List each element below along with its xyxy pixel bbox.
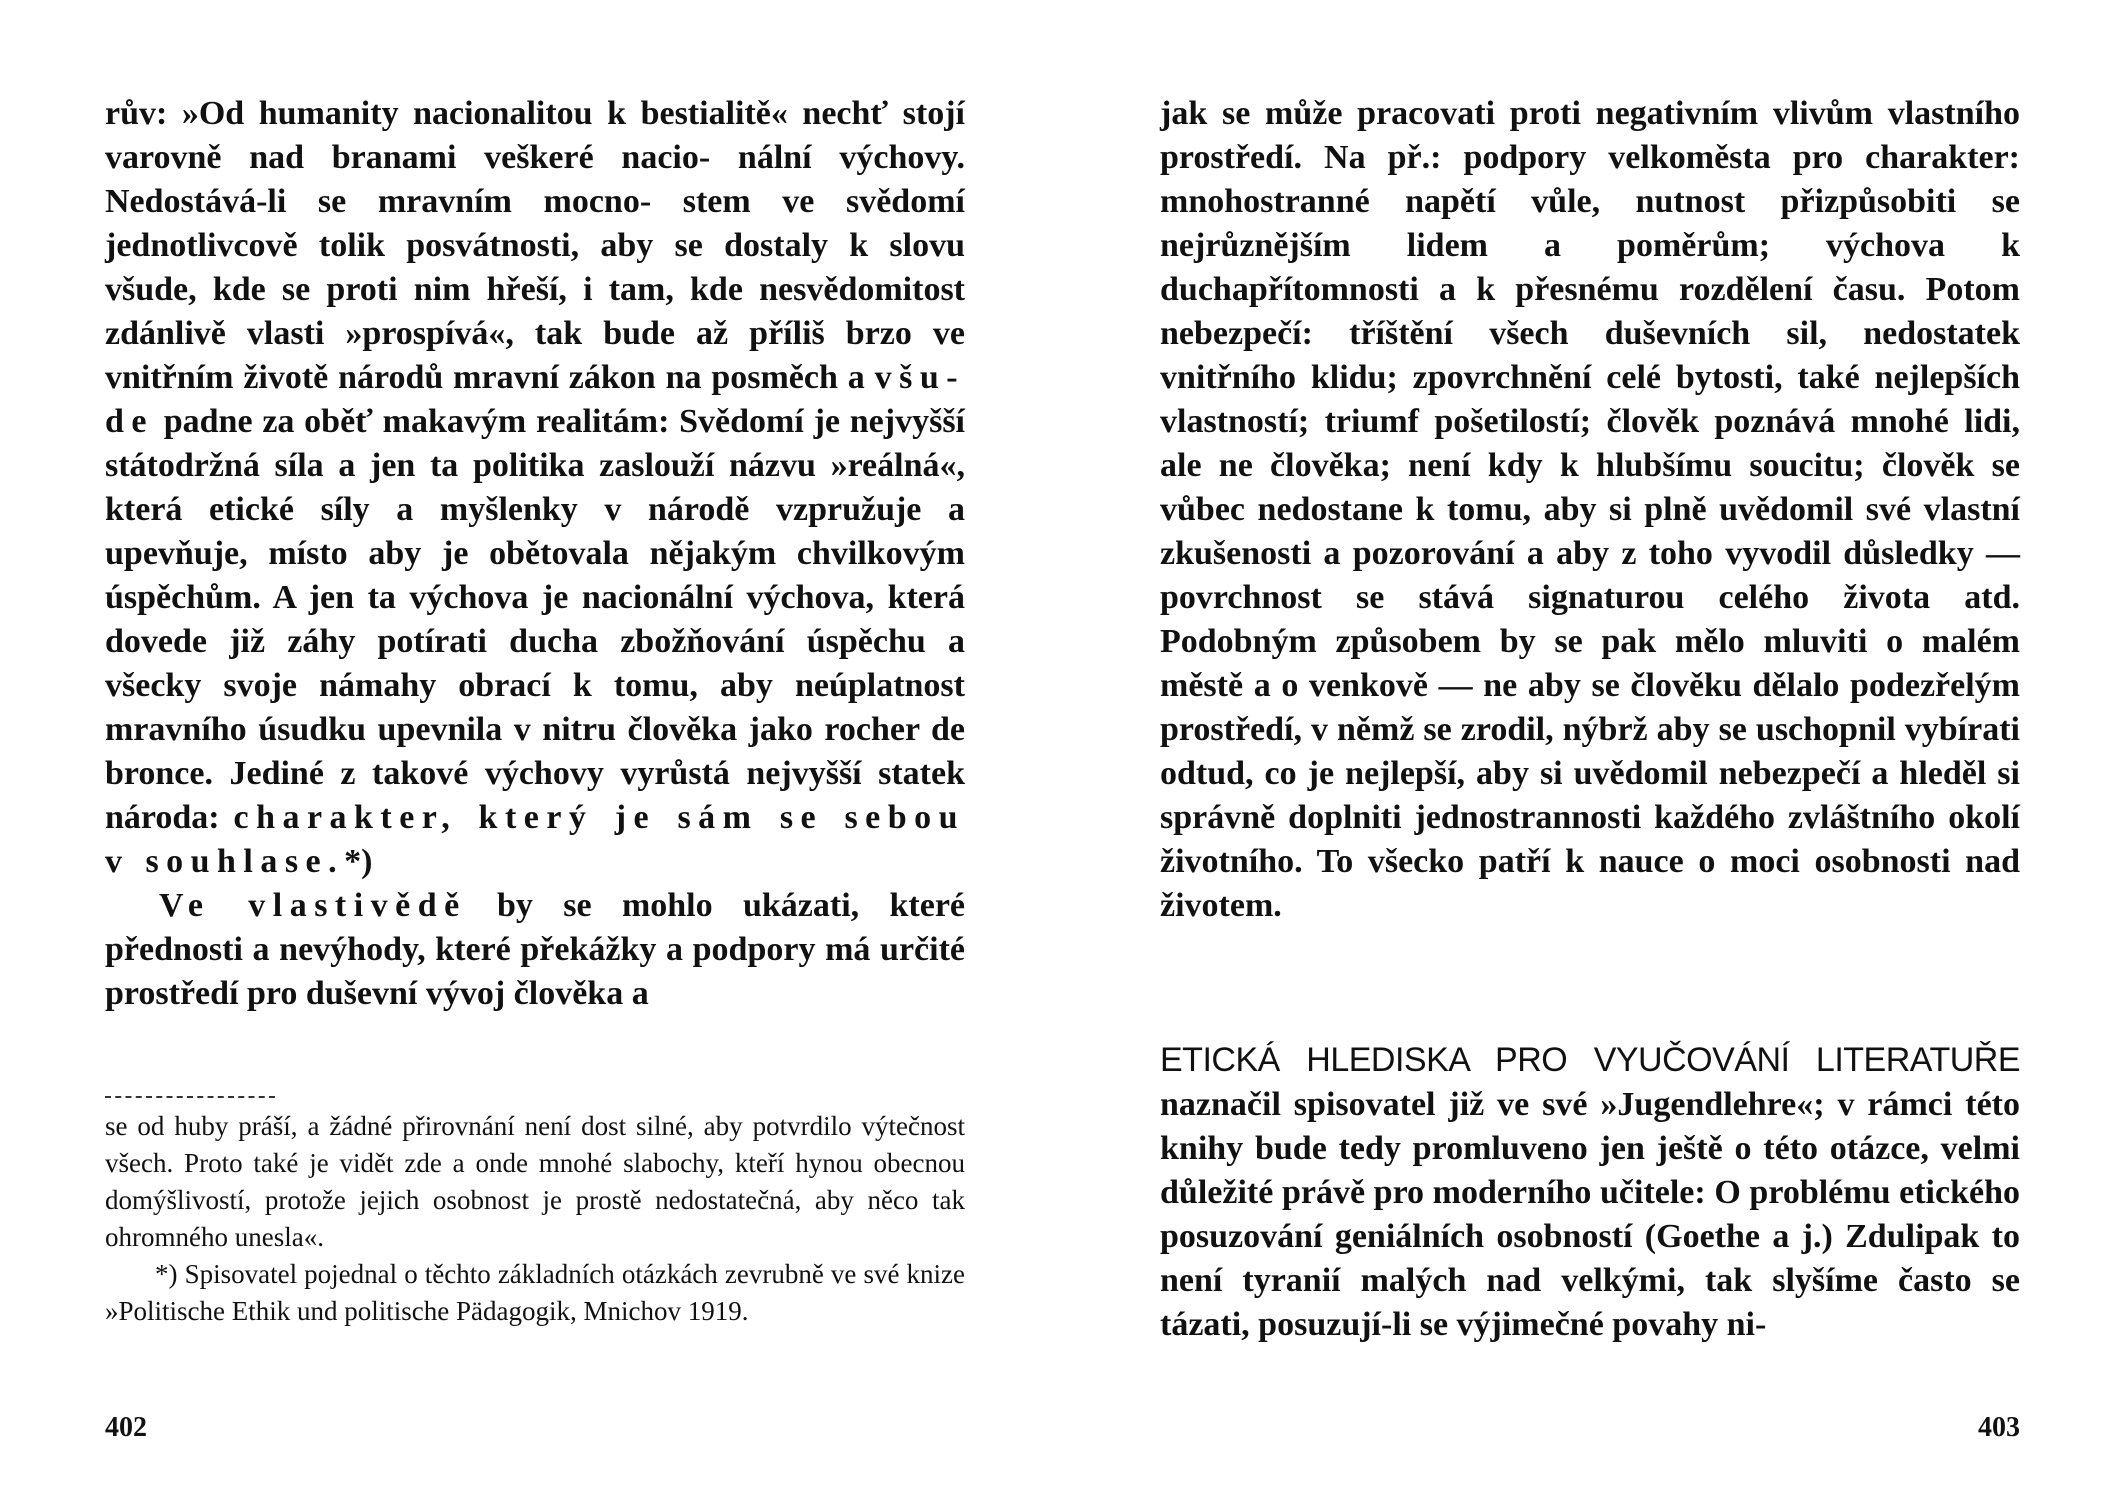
left-p1-line: rův: »Od humanity nacionalitou k bestialitě« xyxy=(105,95,788,132)
right-main-text xyxy=(1160,92,2020,928)
left-p2-spaced: Ve vlastivědě xyxy=(159,887,467,924)
footnote-star: *) Spisovatel pojednal o těchto základních otázkách zevrubně ve své knize »Politische Ethik und politische Pädagogik, Mnichov 1919. xyxy=(105,1259,965,1326)
left-p1-spaced-b: de xyxy=(105,403,154,440)
left-p1-spaced-end: charakter, který je sám se sebou v souhlase. xyxy=(105,799,966,880)
page-number-left: 402 xyxy=(105,1412,147,1443)
right-paragraph-1: jak se může pracovati proti negativním vlivům vlastního prostředí. Na př.: podpory velkoměsta pro charakter: mnohostranné napětí vůle, nutnost přizpůsobiti se nejrůznějším lidem a poměrům; výchova k duchapřítomnosti a k přesnému rozdělení času. Potom nebezpečí: tříštění všech duševních sil, nedostatek vnitřního klidu; zpovrchnění celé bytosti, také nejlepších vlastností; triumf pošetilostí; člověk poznává mnohé lidi, ale ne člověka; není kdy k hlubšímu soucitu; člověk se vůbec nedostane k tomu, aby si plně uvědomil své vlastní zkušenosti a pozorování a aby z toho vyvodil důsledky — povrchnost se stává signaturou celého života atd. Podobným způsobem by se pak mělo mluviti o malém městě a o venkově — ne aby se člověku dělalo podezřelým prostředí, v němž se zrodil, nýbrž aby se uschopnil vybírati odtud, co je nejlepší, aby si uvědomil nebezpečí a hleděl si správně doplniti jednostrannosti každého zvláštního okolí životního. To všecko patří k nauce o moci osobnosti nad životem. xyxy=(1160,95,2020,924)
left-p1-line: aby se dostaly k slovu všude, kde se proti nim xyxy=(105,227,966,308)
page-number-right: 403 xyxy=(1978,1412,2020,1443)
footnote-divider xyxy=(105,1096,275,1098)
left-p1-line: nální výchovy. Nedostává-li se mravním mocno- xyxy=(105,139,965,220)
left-p1-line: »prospívá«, tak bude až příliš brzo ve vnitřním xyxy=(105,315,965,396)
left-page xyxy=(105,0,965,1500)
right-section-paragraph xyxy=(1160,1038,2020,1347)
section-text: naznačil spisovatel již ve své »Jugendlehre«; v rámci této knihy bude tedy promluveno jen ještě o této otázce, velmi důležité právě pro moderního učitele: O problému etického posuzování geniálních osobností (Goethe a j.) Zdulipak to není tyranií malých nad velkými, tak slyšíme často se tázati, posuzují-li se výjimečné povahy ni- xyxy=(1160,1086,2020,1343)
left-paragraph-1 xyxy=(105,92,965,884)
left-p1-line: životě národů mravní zákon na posměch a xyxy=(243,359,865,396)
right-page xyxy=(1160,0,2020,1500)
right-section xyxy=(1160,1038,2020,1347)
left-paragraph-2 xyxy=(105,884,965,1016)
left-p1-rest: padne za oběť makavým realitám: Svědomí je nejvyšší státodržná síla a jen ta politika zaslouží názvu »reálná«, která etické síly a myšlenky v národě vzpružuje a upevňuje, místo aby je obětovala nějakým chvilkovým úspěchům. A jen ta výchova je nacionální výchova, která dovede již záhy potírati ducha zbožňování úspěchu a všecky svoje námahy obrací k tomu, aby neúplatnost mravního úsudku upevnila v nitru člověka jako rocher de bronce. Jediné z takové výchovy vyrůstá nejvyšší statek národa: xyxy=(105,403,965,836)
footnote-continued: se od huby práší, a žádné přirovnání není dost silné, aby potvrdilo výtečnost všech. Proto také je vidět zde a onde mnohé slabochy, kteří hynou obecnou domýšlivostí, protože jejich osobnost je prostě nedostatečná, aby něco tak ohromného unesla«. xyxy=(105,1111,965,1252)
left-p1-line: nechť stojí varovně nad branami veškeré nacio- xyxy=(105,95,965,176)
left-p2-text: by se mohlo ukázati, které přednosti a nevýhody, které překážky a podpory má určité prostředí pro duševní vývoj člověka a xyxy=(105,887,966,1012)
footnote-mark: *) xyxy=(344,843,373,880)
left-footnotes xyxy=(105,1108,965,1330)
left-p1-line: hřeší, i tam, kde nesvědomitost zdánlivě vlasti xyxy=(105,271,965,352)
left-p1-line: stem ve svědomí jednotlivcově tolik posvátnosti, xyxy=(105,183,965,264)
left-main-text xyxy=(105,92,965,1016)
section-heading: ETICKÁ HLEDISKA PRO VYUČOVÁNÍ LITERATUŘE xyxy=(1160,1041,2020,1079)
left-p1-spaced-a: všu- xyxy=(874,359,966,396)
